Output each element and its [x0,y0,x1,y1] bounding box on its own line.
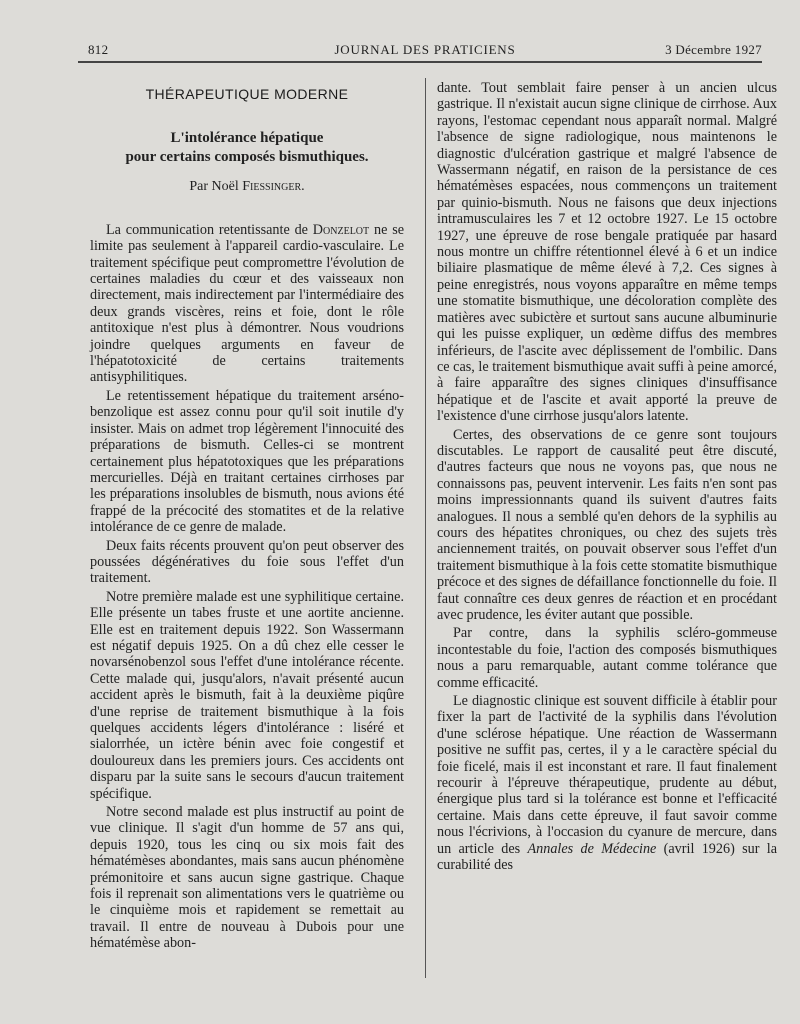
running-header [88,42,762,60]
page-number: 812 [88,42,109,57]
article-title-line-1: L'intolérance hépatique [170,130,324,147]
paragraph-text: (avril 1926) sur la curabilité des [437,840,777,874]
journal-reference: Annales de Médecine [527,840,657,857]
issue-date: 3 Décembre 1927 [665,42,762,57]
paragraph: Par contre, dans la syphilis scléro-gommeuse incontestable du foie, l'action des composés bismuthiques nous a paru remarquable, autant comme tolérance que comme efficacité. [437,625,777,691]
byline-author: Fiessinger. [242,179,305,195]
paragraph [90,222,404,386]
paragraph [437,693,777,873]
right-column [437,80,777,874]
left-column [90,78,404,952]
article-title [90,129,404,167]
paragraph-text: La communication retentissante de [106,221,308,238]
paragraph: Deux faits récents prouvent qu'on peut observer des poussées dégénératives du foie sous l'effet d'un traitement. [90,537,404,587]
paragraph-text: ne se limite pas seulement à l'appareil cardio-vasculaire. Le traitement spécifique peut compromettre l'évolution de certaines maladies du cœur et des vaisseaux non directement, mais indirectement par l'intermédiaire des deux grands viscères, reins et foie, dont le rôle antitoxique n'est plus à démontrer. Nous voudrions joindre quelques arguments en faveur de l'hépatotoxicité de certains traitements antisyphilitiques. [90,221,405,386]
paragraph: Certes, des observations de ce genre sont toujours discutables. Le rapport de causalité peut être discuté, d'autres facteurs que nous ne voyons pas, que nous ne connaissons pas, peuvent intervenir. Les faits n'en sont pas moins impressionnants quand ils suivent d'autres faits analogues. Il nous a semblé qu'en dehors de la syphilis au cours des hépatites chroniques, ou chez des sujets très anciennement traités, on pouvait observer sous l'effet d'un traitement bismuthique à la fois cette stomatite bismuthique précoce et des signes de défaillance fonctionnelle du foie. Il faut connaître ces deux genres de réaction et en procédant avec prudence, les éviter autant que possible. [437,426,777,623]
section-title: THÉRAPEUTIQUE MODERNE [145,86,349,102]
paragraph-text: Le diagnostic clinique est souvent difficile à établir pour fixer la part de l'activité de la syphilis dans l'évolution d'une sclérose hépatique. Une réaction de Wassermann positive ne suffit pas, certes, il y a le caractère spécial du foie ficelé, mais il est inconstant et rare. Il faut finalement recourir à l'épreuve thérapeutique, prudente au début, énergique plus tard si la tolérance est bonne et l'efficacité certaine. Mais dans cette épreuve, il faut savoir comme nous l'écrivions, à l'occasion du cyanure de mercure, dans un article des [437,693,777,857]
byline-prefix: Par Noël [189,179,239,195]
paragraph: Notre second malade est plus instructif au point de vue clinique. Il s'agit d'un homme de 57 ans qui, depuis 1920, tous les cinq ou six mois fait des hématémèses abondantes, mais sans aucun phénomène prémonitoire et sans aucun signe gastrique. Chaque fois il reprenait son alimentations vers le quatrième ou le cinquième mois et rapidement se remettait au travail. Il entre de nouveau à Dubois pour une hématémèse abon- [90,804,404,952]
header-rule [78,61,762,63]
column-divider [425,78,426,978]
journal-title: JOURNAL DES PRATICIENS [334,42,516,57]
article-title-line-2: pour certains composés bismuthiques. [125,149,369,166]
author-name-donzelot: Donzelot [312,221,370,238]
paragraph: Le retentissement hépatique du traitement arséno-benzolique est assez connu pour qu'il soit inutile d'y insister. Mais on admet trop légèrement l'innocuité des préparations de bismuth. Celles-ci se montrent certainement plus hépatotoxiques que les préparations mercurielles. Déjà en traitant certaines cirrhoses par les préparations insolubles de bismuth, nous avions été frappé de la précocité des stomatites et de la relative intolérance de ce genre de malade. [90,387,404,536]
paragraph: dante. Tout semblait faire penser à un ancien ulcus gastrique. Il n'existait aucun signe clinique de cirrhose. Aux rayons, l'estomac cependant nous apparaît normal. Malgré l'absence de signe radiologique, nous maintenons le diagnostic d'ulcération gastrique et malgré l'absence de Wassermann négatif, en raison de la persistance de ces hématémèses espacées, nous commençons un traitement par quinio-bismuth. Nous ne faisons que deux injections intramusculaires les 7 et 12 octobre 1927. Le 15 octobre 1927, une épreuve de rose bengale pratiquée par hasard nous montre un chiffre rétentionnel élevé à 6 et un indice biliaire plasmatique de même élevé à 7,2. Ces signes à peine enregistrés, nous voyons apparaître en même temps une stomatite bismuthique, une décoloration complète des matières avec subictère et surtout sans aucune albuminurie qui les puisse expliquer, un œdème diffus des membres inférieurs, de l'ascite avec déplissement de l'ombilic. Dans ce cas, le traitement bismuthique avait suffi à peine amorcé, à faire apparaître des signes cliniques d'insuffisance hépatique et de l'ascite et avait apporté la preuve de l'existence d'une cirrhose jusqu'alors latente. [437,80,777,425]
paragraph: Notre première malade est une syphilitique certaine. Elle présente un tabes fruste et une aortite ancienne. Elle est en traitement depuis 1922. Son Wassermann est négatif depuis 1925. On a dû chez elle cesser le novarsénobenzol sous l'effet d'une intolérance récente. Cette malade qui, jusqu'alors, n'avait présenté aucun accident après le bismuth, fait à la deuxième piqûre d'une reprise de traitement bismuthique à la fois quelques accidents légers d'intolérance : liséré et sialorrhée, un ictère bénin avec foie congestif et douloureux dans les premiers jours. Ces accidents ont disparu par la suite sans le secours d'aucun traitement spécifique. [90,588,404,802]
byline [90,179,404,195]
